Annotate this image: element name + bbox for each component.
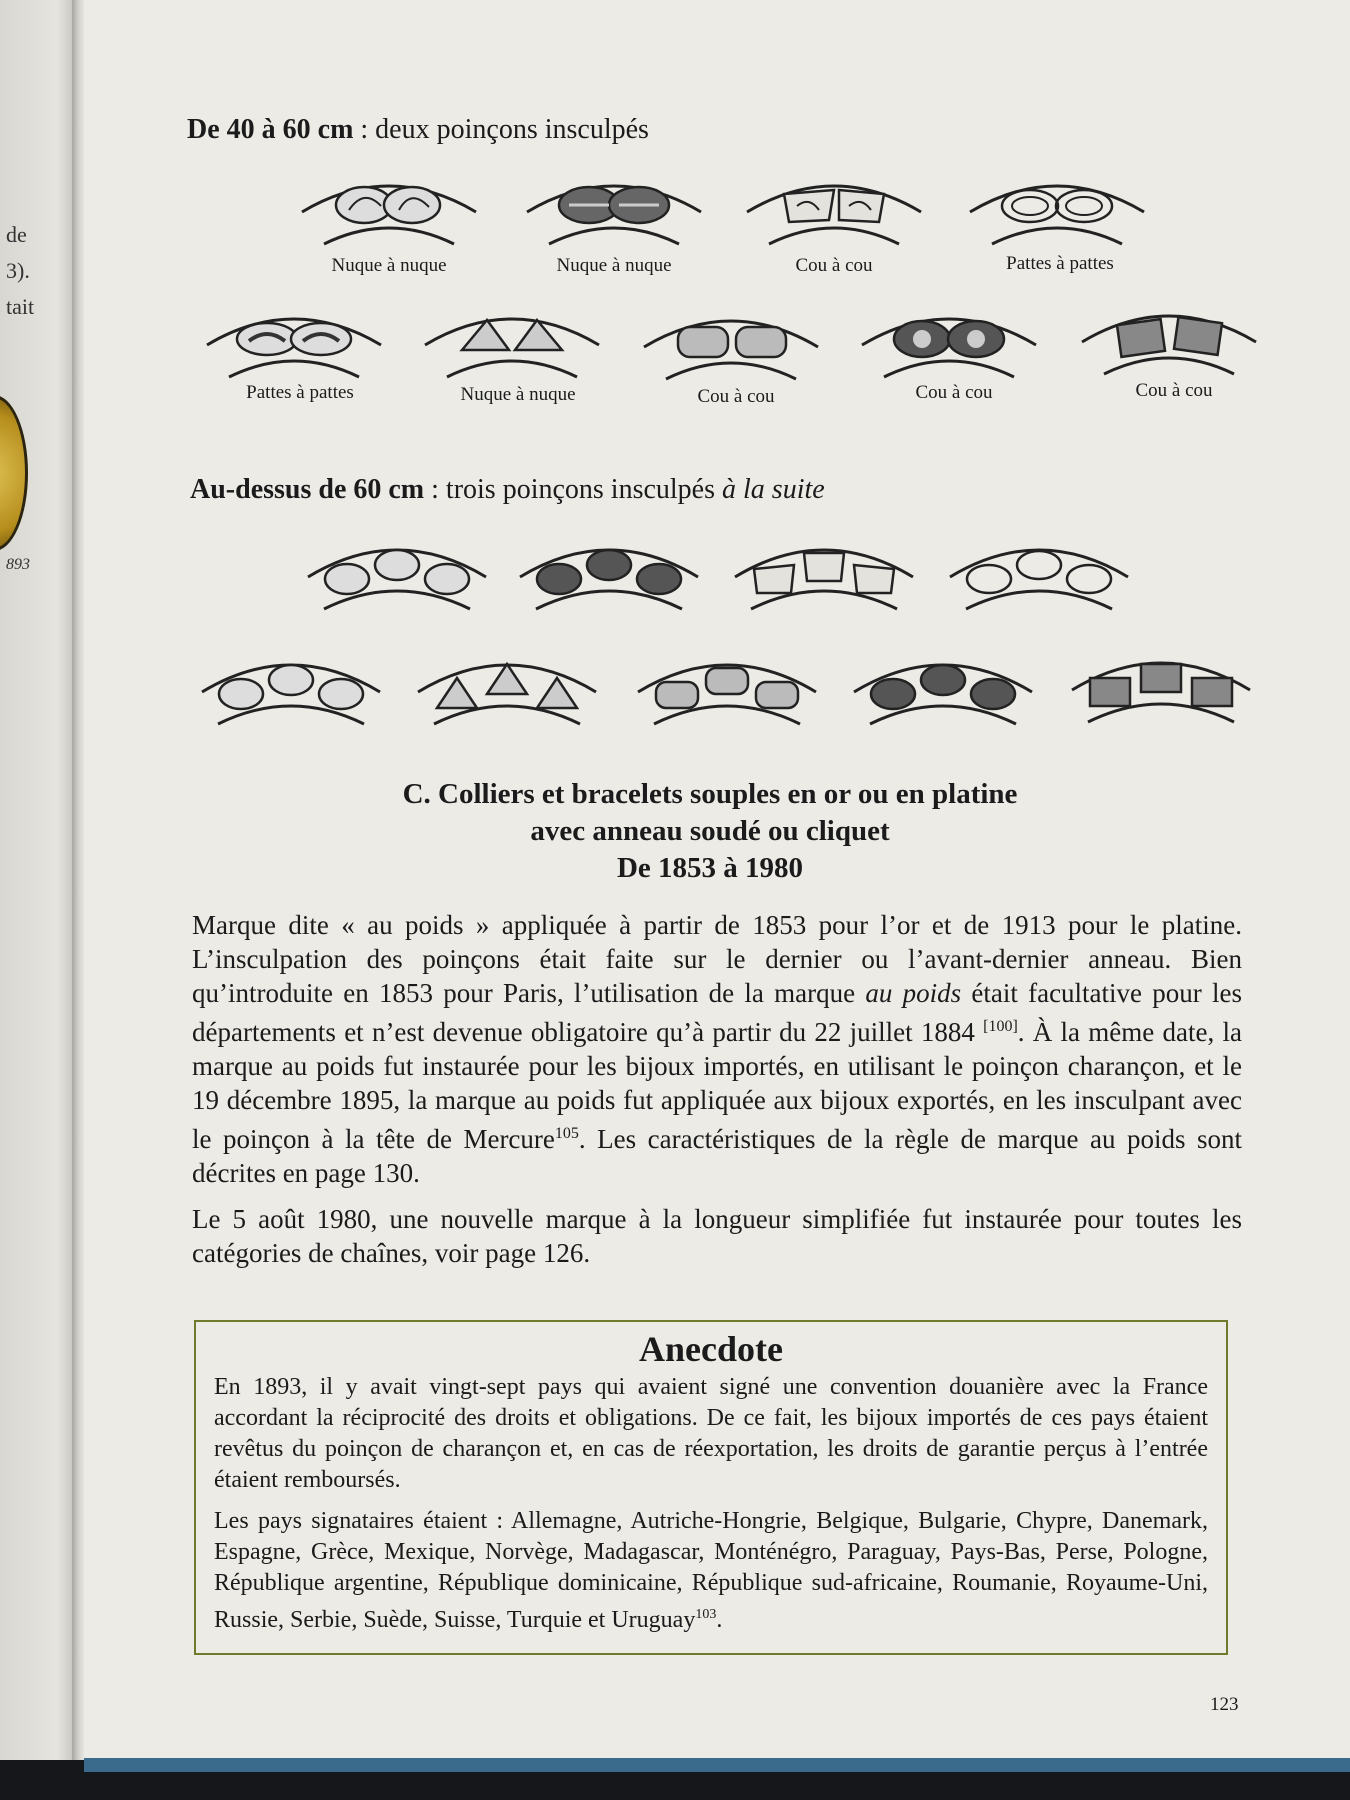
hallmark-caption: Cou à cou: [697, 386, 775, 407]
hallmark-pair-pattes-a-pattes: [199, 305, 389, 385]
gold-medal-image: [0, 395, 28, 551]
heading-above-60: Au-dessus de 60 cm : trois poinçons insculpés à la suite: [190, 474, 825, 505]
hallmark-pair-cou-a-cou: [636, 307, 826, 387]
hallmark-triple: [514, 535, 704, 615]
hallmark-triple: [196, 650, 386, 730]
anecdote-paragraph-1: En 1893, il y avait vingt-sept pays qui avaient signé une convention douanière avec la France accordant la réciprocité des droits et obligations. De ce fait, les bijoux importés de ces pays étaient revêtus du poinçon de charançon et, en cas de réexportation, les droits de garantie perçus à l’entrée étaient remboursés.: [214, 1374, 1208, 1493]
hallmark-caption: Pattes à pattes: [1006, 253, 1114, 274]
hallmark-pair-cou-a-cou: [739, 172, 929, 252]
hallmark-pair-cou-a-cou: [854, 305, 1044, 385]
hallmark-caption: Nuque à nuque: [556, 255, 672, 276]
facing-page-fragment: 3).: [6, 258, 30, 283]
hallmark-pair-nuque-a-nuque: [519, 172, 709, 252]
anecdote-box: [194, 1320, 1228, 1655]
hallmark-triple: [1066, 648, 1256, 728]
section-c-title: C. Colliers et bracelets souples en or ou en platine avec anneau soudé ou cliquet De 1853 à 1980: [402, 778, 1018, 884]
hallmark-triple: [848, 650, 1038, 730]
section-c-paragraph-2: Le 5 août 1980, une nouvelle marque à la longueur simplifiée fut instaurée pour toutes les catégories de chaînes, voir page 126.: [192, 1204, 1242, 1268]
heading-40-60: De 40 à 60 cm : deux poinçons insculpés: [187, 114, 649, 145]
hallmark-caption: Pattes à pattes: [246, 382, 354, 403]
hallmark-pair-nuque-a-nuque: [417, 305, 607, 385]
hallmark-caption: Cou à cou: [915, 382, 993, 403]
hallmark-caption: Nuque à nuque: [331, 255, 447, 276]
anecdote-paragraph-2: Les pays signataires étaient : Allemagne, Autriche-Hongrie, Belgique, Bulgarie, Chypre, Danemark, Espagne, Grèce, Mexique, Norvège, Madagascar, Monténégro, Paraguay, Pays-Bas, Perse, Pologne, République argentine, République dominicaine, République sud-africaine, Roumanie, Royaume-Uni, Russie, Serbie, Suède, Suisse, Turquie et Uruguay$^{103}$.: [214, 1508, 1208, 1633]
facing-page-fragment: de: [6, 222, 27, 247]
page-edge: [84, 1758, 1350, 1772]
hallmark-triple: [729, 535, 919, 615]
hallmark-triple: [944, 535, 1134, 615]
hallmark-pair-pattes-a-pattes: [962, 172, 1152, 252]
section-c-paragraph-1: Marque dite « au poids » appliquée à partir de 1853 pour l’or et de 1913 pour le platine. L’insculpation des poinçons était faite sur le dernier ou l’avant-dernier anneau. Bien qu’introduite en 1853 pour Paris, l’utilisation de la marque au poids était facultative pour les départements et n’est devenue obligatoire qu’à partir du 22 juillet 1884 [100]. À la même date, la marque au poids fut instaurée pour les bijoux importés, en utilisant le poinçon charançon, et le 19 décembre 1895, la marque au poids fut appliquée aux bijoux exportés, en les insculpant avec le poinçon à la tête de Mercure$^{105}$. Les caractéristiques de la règle de marque au poids sont décrites en page 130.: [192, 910, 1243, 1188]
hallmark-caption: Nuque à nuque: [460, 384, 576, 405]
anecdote-title: Anecdote: [639, 1329, 783, 1369]
page-number: 123: [1210, 1694, 1239, 1715]
hallmark-caption: Cou à cou: [795, 255, 873, 276]
hallmark-triple: [302, 535, 492, 615]
facing-page-fragment: tait: [6, 294, 35, 319]
hallmark-caption: Cou à cou: [1135, 380, 1213, 401]
hallmark-triple: [412, 650, 602, 730]
hallmark-pair-nuque-a-nuque: [294, 172, 484, 252]
facing-page: [0, 0, 82, 1760]
hallmark-triple: [632, 650, 822, 730]
book-page: [84, 0, 1350, 1762]
facing-page-fragment: 893: [6, 556, 30, 573]
hallmark-pair-cou-a-cou: [1074, 302, 1264, 382]
